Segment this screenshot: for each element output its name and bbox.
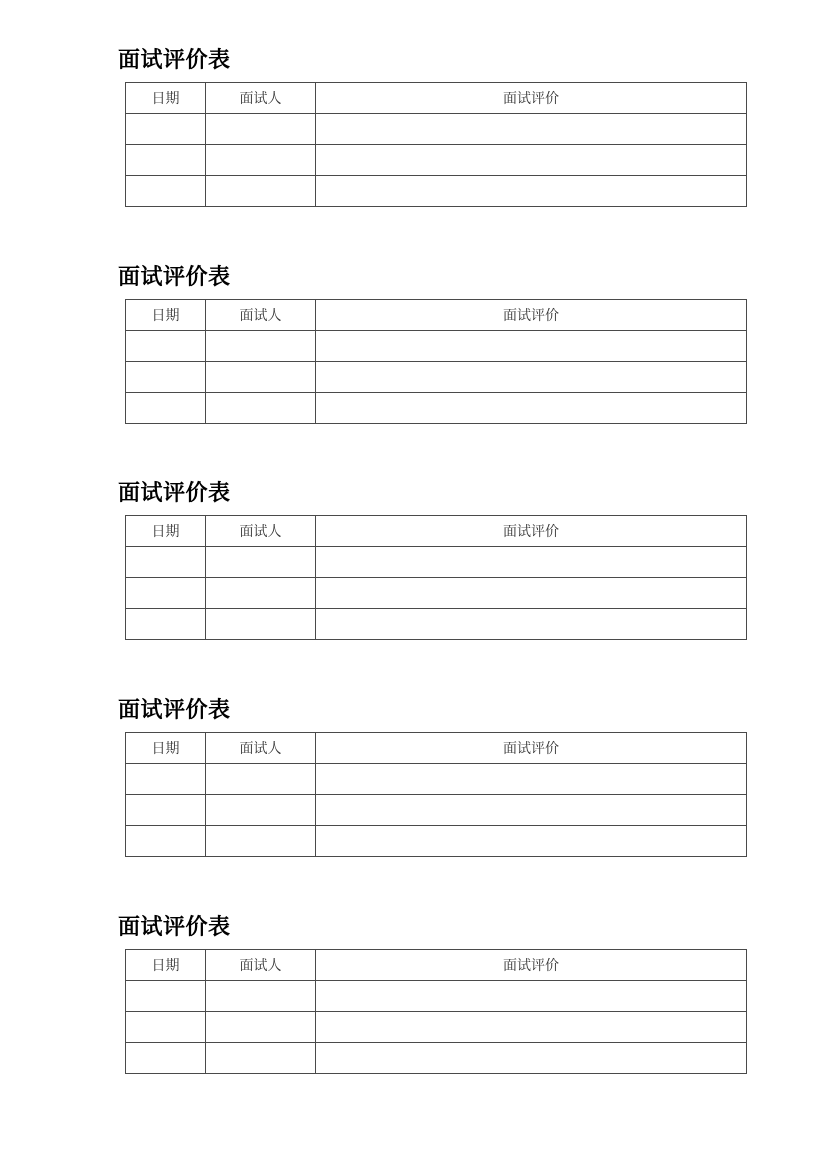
table-header-row	[126, 516, 747, 547]
date-cell[interactable]	[126, 826, 206, 857]
interviewer-column-header: 面试人	[206, 300, 316, 331]
evaluation-cell[interactable]	[316, 578, 747, 609]
table-header-row	[126, 300, 747, 331]
table-row	[126, 764, 747, 795]
interviewer-column-header: 面试人	[206, 516, 316, 547]
date-column-header: 日期	[126, 733, 206, 764]
evaluation-column-header: 面试评价	[316, 516, 747, 547]
interviewer-cell[interactable]	[206, 795, 316, 826]
interviewer-cell[interactable]	[206, 547, 316, 578]
evaluation-cell[interactable]	[316, 1012, 747, 1043]
evaluation-cell[interactable]	[316, 547, 747, 578]
interviewer-cell[interactable]	[206, 826, 316, 857]
table-header-row	[126, 83, 747, 114]
evaluation-cell[interactable]	[316, 1043, 747, 1074]
table-header-row	[126, 950, 747, 981]
evaluation-cell[interactable]	[316, 362, 747, 393]
evaluation-cell[interactable]	[316, 826, 747, 857]
table-header-row	[126, 733, 747, 764]
evaluation-table	[125, 732, 747, 857]
evaluation-column-header: 面试评价	[316, 733, 747, 764]
date-cell[interactable]	[126, 578, 206, 609]
evaluation-cell[interactable]	[316, 176, 747, 207]
evaluation-cell[interactable]	[316, 331, 747, 362]
evaluation-table	[125, 949, 747, 1074]
date-cell[interactable]	[126, 1043, 206, 1074]
date-cell[interactable]	[126, 393, 206, 424]
table-row	[126, 1043, 747, 1074]
interviewer-cell[interactable]	[206, 578, 316, 609]
evaluation-cell[interactable]	[316, 795, 747, 826]
date-cell[interactable]	[126, 145, 206, 176]
table-row	[126, 362, 747, 393]
section-title: 面试评价表	[118, 481, 231, 506]
table-row	[126, 331, 747, 362]
evaluation-cell[interactable]	[316, 609, 747, 640]
date-cell[interactable]	[126, 547, 206, 578]
table-row	[126, 145, 747, 176]
interviewer-cell[interactable]	[206, 114, 316, 145]
evaluation-table	[125, 82, 747, 207]
evaluation-column-header: 面试评价	[316, 950, 747, 981]
date-column-header: 日期	[126, 83, 206, 114]
date-cell[interactable]	[126, 764, 206, 795]
interviewer-cell[interactable]	[206, 176, 316, 207]
table-row	[126, 826, 747, 857]
interviewer-cell[interactable]	[206, 609, 316, 640]
evaluation-cell[interactable]	[316, 764, 747, 795]
evaluation-column-header: 面试评价	[316, 300, 747, 331]
evaluation-cell[interactable]	[316, 114, 747, 145]
interviewer-column-header: 面试人	[206, 950, 316, 981]
section-title: 面试评价表	[118, 915, 231, 940]
evaluation-column-header: 面试评价	[316, 83, 747, 114]
evaluation-cell[interactable]	[316, 145, 747, 176]
table-row	[126, 795, 747, 826]
section-title: 面试评价表	[118, 265, 231, 290]
table-row	[126, 176, 747, 207]
interviewer-cell[interactable]	[206, 362, 316, 393]
date-column-header: 日期	[126, 516, 206, 547]
date-cell[interactable]	[126, 795, 206, 826]
interviewer-cell[interactable]	[206, 393, 316, 424]
evaluation-cell[interactable]	[316, 393, 747, 424]
date-cell[interactable]	[126, 609, 206, 640]
table-row	[126, 578, 747, 609]
table-row	[126, 393, 747, 424]
interviewer-cell[interactable]	[206, 145, 316, 176]
interviewer-cell[interactable]	[206, 981, 316, 1012]
interviewer-column-header: 面试人	[206, 733, 316, 764]
date-cell[interactable]	[126, 331, 206, 362]
interviewer-column-header: 面试人	[206, 83, 316, 114]
date-cell[interactable]	[126, 362, 206, 393]
interviewer-cell[interactable]	[206, 1012, 316, 1043]
section-title: 面试评价表	[118, 698, 231, 723]
date-cell[interactable]	[126, 114, 206, 145]
date-cell[interactable]	[126, 1012, 206, 1043]
table-row	[126, 981, 747, 1012]
date-column-header: 日期	[126, 300, 206, 331]
date-cell[interactable]	[126, 176, 206, 207]
table-row	[126, 609, 747, 640]
interviewer-cell[interactable]	[206, 764, 316, 795]
table-row	[126, 114, 747, 145]
section-title: 面试评价表	[118, 48, 231, 73]
interviewer-cell[interactable]	[206, 331, 316, 362]
evaluation-table	[125, 515, 747, 640]
evaluation-cell[interactable]	[316, 981, 747, 1012]
interviewer-cell[interactable]	[206, 1043, 316, 1074]
date-column-header: 日期	[126, 950, 206, 981]
evaluation-table	[125, 299, 747, 424]
table-row	[126, 547, 747, 578]
table-row	[126, 1012, 747, 1043]
date-cell[interactable]	[126, 981, 206, 1012]
